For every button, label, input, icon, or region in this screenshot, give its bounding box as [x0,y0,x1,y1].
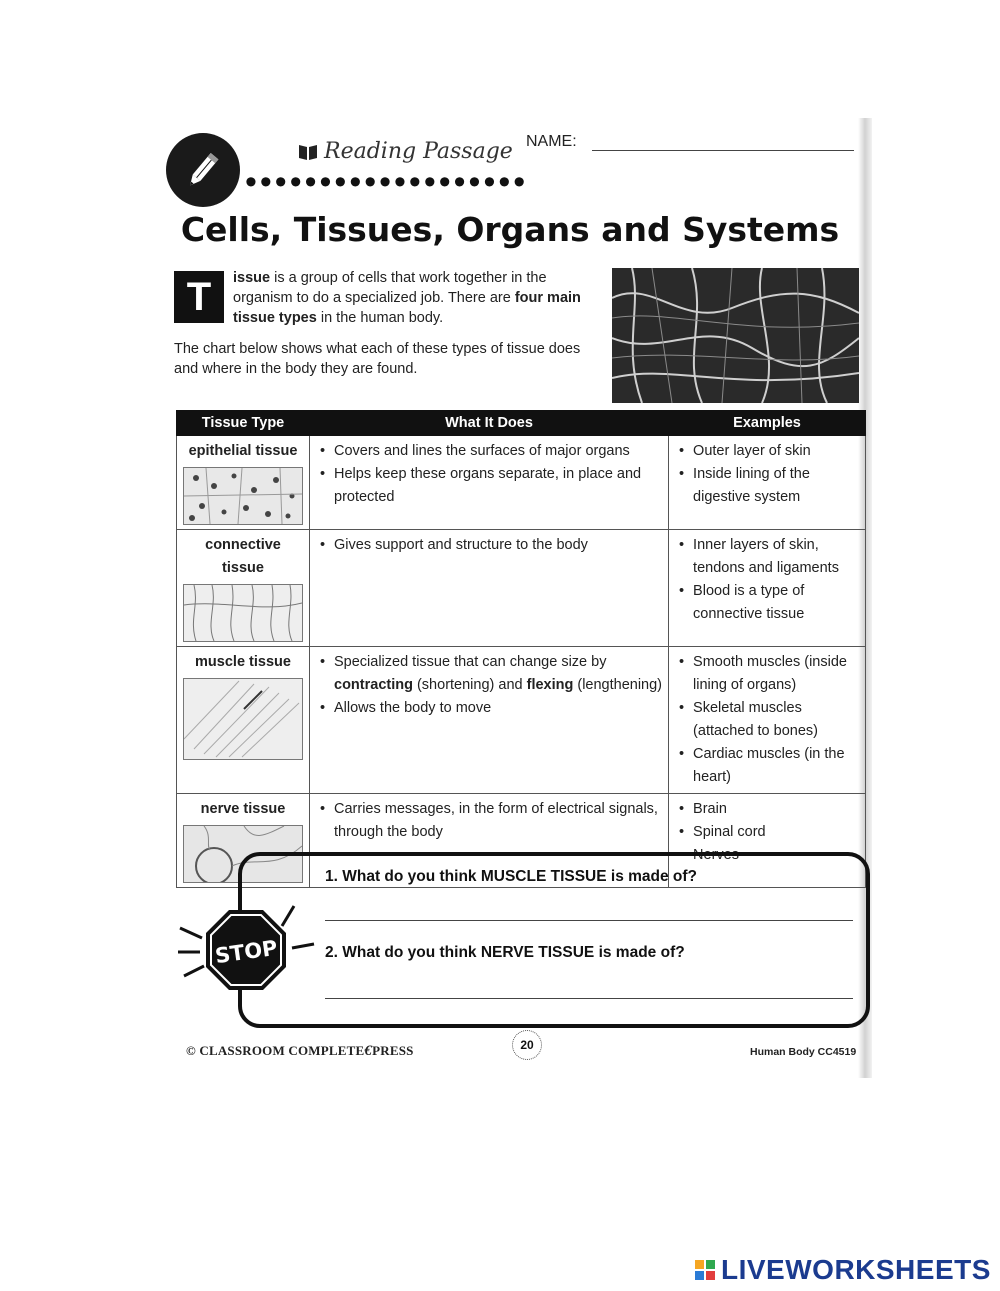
muscle-does-bold-flexing: flexing [526,677,574,693]
connective-tissue-image [183,584,303,642]
reading-passage-text: Reading Passage [324,139,513,164]
press-logo-icon: € [364,1043,373,1059]
header-tissue-type: Tissue Type [177,411,310,436]
table-row [177,436,866,530]
list-item: • Gives support and structure to the body [330,534,662,557]
answer-1-field[interactable] [325,918,853,921]
pencil-icon [181,148,225,192]
page-title: Cells, Tissues, Organs and Systems [180,210,840,249]
book-icon [298,143,318,161]
reading-passage-label [298,139,513,164]
tissue-type-cell [177,436,310,530]
muscle-does-bold-contracting: contracting [334,677,413,693]
copyright [186,1043,414,1060]
list-item: • Inner layers of skin, tendons and ligaments [689,534,859,580]
tissue-type-cell [177,530,310,647]
list-item: • Smooth muscles (inside lining of organs) [689,651,859,697]
intro-text-b: in the human body. [316,310,444,326]
header-examples: Examples [669,411,866,436]
page-number: 20 [512,1030,542,1060]
tissue-photo [612,268,859,403]
what-it-does-cell [310,647,669,794]
table-row [177,530,866,647]
list-item: • Outer layer of skin [689,440,859,463]
question-2: 2. What do you think NERVE TISSUE is made of? [325,944,685,961]
intro-paragraph-2: The chart below shows what each of these types of tissue does and where in the body they are found. [174,341,581,377]
liveworksheets-brand [695,1254,991,1286]
intro-paragraph-1 [233,268,603,328]
header-what-it-does: What It Does [310,411,669,436]
examples-cell [669,530,866,647]
what-it-does-cell [310,530,669,647]
list-item: • Brain [689,798,859,821]
name-label: NAME: [526,133,577,150]
list-item: • Skeletal muscles (attached to bones) [689,697,859,743]
liveworksheets-logo-icon [695,1260,715,1280]
examples-cell [669,436,866,530]
list-item: • Nerves [689,844,859,867]
intro-text-a: is a group of cells that work together in the organism to do a specialized job. There are [233,270,547,306]
table-header-row [177,411,866,436]
list-item: • Spinal cord [689,821,859,844]
muscle-does-text-c: (shortening) and [412,677,527,693]
question-1: 1. What do you think MUSCLE TISSUE is made of? [325,868,698,885]
brand-text: LIVEWORKSHEETS [721,1254,991,1285]
copyright-text: © CLASSROOM COMPLETE [186,1043,365,1058]
list-item [330,651,662,697]
tissue-type-name: nerve tissue [200,801,286,817]
list-item: • Inside lining of the digestive system [689,463,859,509]
table-row [177,647,866,794]
dropcap: T [174,271,224,323]
pencil-badge [166,133,240,207]
muscle-does-text-a: Specialized tissue that can change size by [334,654,607,670]
intro-bold-phrase: four main tissue types [233,290,581,326]
list-item: • Cardiac muscles (in the heart) [689,743,859,789]
list-item: • Allows the body to move [330,697,662,720]
tissue-type-name: muscle tissue [195,654,291,670]
book-code: Human Body CC4519 [750,1046,857,1058]
tissue-chart [176,410,866,888]
muscle-does-text-e: (lengthening) [573,677,663,693]
what-it-does-cell [310,436,669,530]
intro-lead-word: issue [233,270,271,286]
stop-sign-icon [204,908,288,992]
tissue-type-cell [177,647,310,794]
list-item: • Carries messages, in the form of electrical signals, through the body [330,798,662,844]
epithelial-tissue-image [183,467,303,525]
list-item: • Blood is a type of connective tissue [689,580,859,626]
muscle-tissue-image [183,678,303,760]
tissue-type-name: connective tissue [205,537,281,576]
tissue-type-name: epithelial tissue [188,443,298,459]
answer-2-field[interactable] [325,996,853,999]
copyright-press: PRESS [372,1043,414,1058]
list-item: • Helps keep these organs separate, in place and protected [330,463,662,509]
stop-sign-text: STOP [213,935,279,969]
examples-cell [669,647,866,794]
name-field[interactable] [592,148,854,151]
list-item: • Covers and lines the surfaces of major organs [330,440,662,463]
dotted-rule: ••••••••••••••••••• [245,163,529,201]
